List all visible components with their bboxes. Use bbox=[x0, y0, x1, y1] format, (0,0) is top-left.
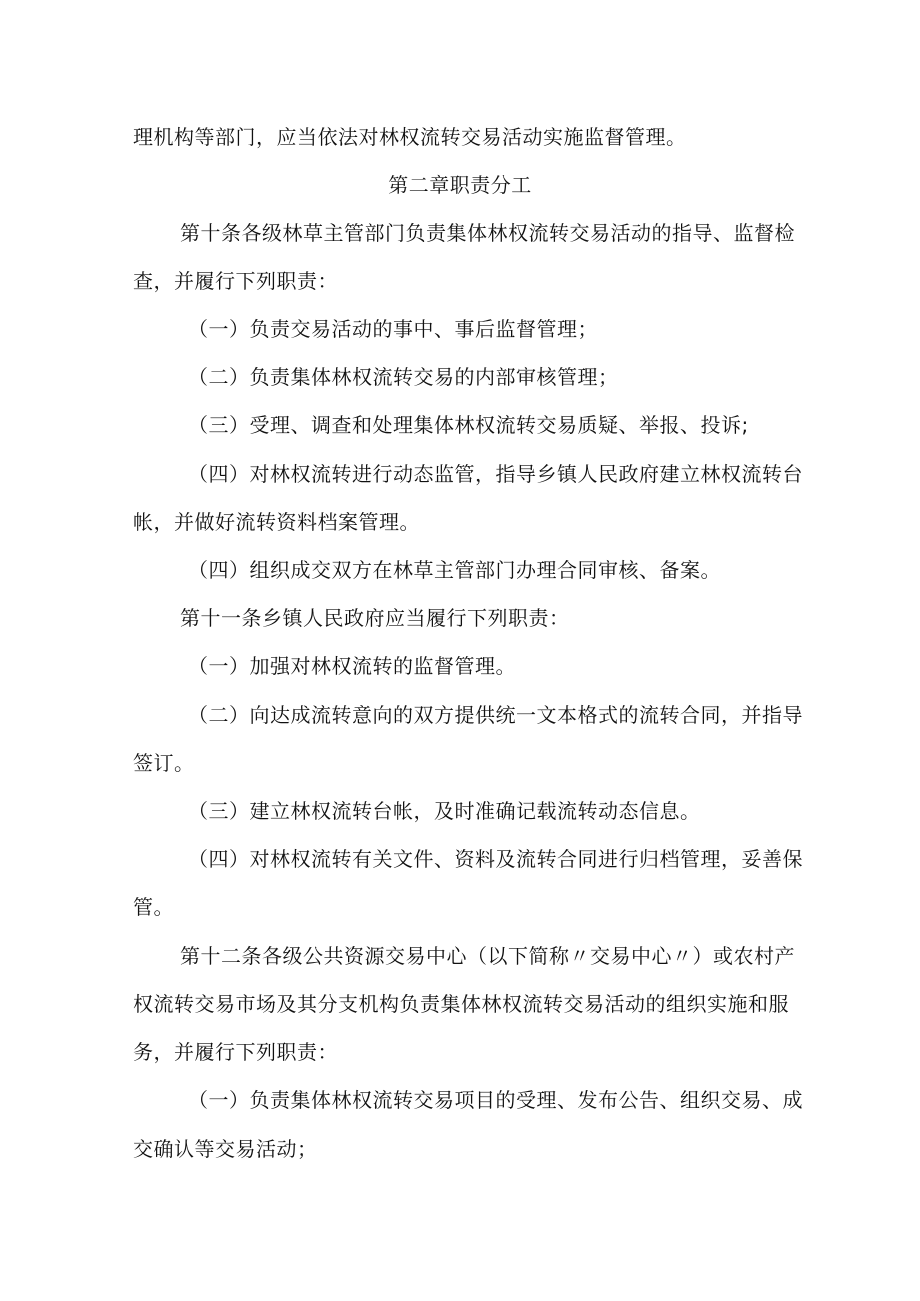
list-item-line: （二）负责集体林权流转交易的内部审核管理； bbox=[188, 365, 619, 389]
list-item-line: （三）受理、调查和处理集体林权流转交易质疑、举报、投诉; bbox=[188, 413, 749, 437]
paragraph-line: 查，并履行下列职责： bbox=[133, 269, 338, 293]
paragraph-line: 签订。 bbox=[133, 751, 195, 775]
list-item-line: （一）加强对林权流转的监督管理。 bbox=[188, 654, 516, 678]
paragraph-line: 权流转交易市场及其分支机构负责集体林权流转交易活动的组织实施和服 bbox=[133, 992, 789, 1016]
list-item-line: （一）负责交易活动的事中、事后监督管理； bbox=[188, 317, 598, 341]
article-10-line: 第十条各级林草主管部门负责集体林权流转交易活动的指导、监督检 bbox=[180, 221, 795, 245]
paragraph-line: 管。 bbox=[133, 895, 174, 919]
list-item-line: （二）向达成流转意向的双方提供统一文本格式的流转合同，并指导 bbox=[188, 703, 803, 727]
list-item-line: （四）对林权流转有关文件、资料及流转合同进行归档管理，妥善保 bbox=[188, 847, 803, 871]
article-12-line: 第十二条各级公共资源交易中心（以下简称〃交易中心〃）或农村产 bbox=[180, 944, 795, 968]
list-item-line: （四）组织成交双方在林草主管部门办理合同审核、备案。 bbox=[188, 558, 721, 582]
paragraph-line: 理机构等部门，应当依法对林权流转交易活动实施监督管理。 bbox=[133, 125, 687, 149]
list-item-line: （三）建立林权流转台帐，及时准确记载流转动态信息。 bbox=[188, 799, 701, 823]
paragraph-line: 务，并履行下列职责： bbox=[133, 1040, 338, 1064]
list-item-line: （一）负责集体林权流转交易项目的受理、发布公告、组织交易、成 bbox=[188, 1088, 803, 1112]
chapter-heading: 第二章职责分工 bbox=[388, 173, 532, 197]
paragraph-line: 交确认等交易活动； bbox=[133, 1137, 318, 1161]
paragraph-line: 帐，并做好流转资料档案管理。 bbox=[133, 510, 420, 534]
article-11-line: 第十一条乡镇人民政府应当履行下列职责： bbox=[180, 606, 570, 630]
list-item-line: （四）对林权流转进行动态监管，指导乡镇人民政府建立林权流转台 bbox=[188, 462, 803, 486]
